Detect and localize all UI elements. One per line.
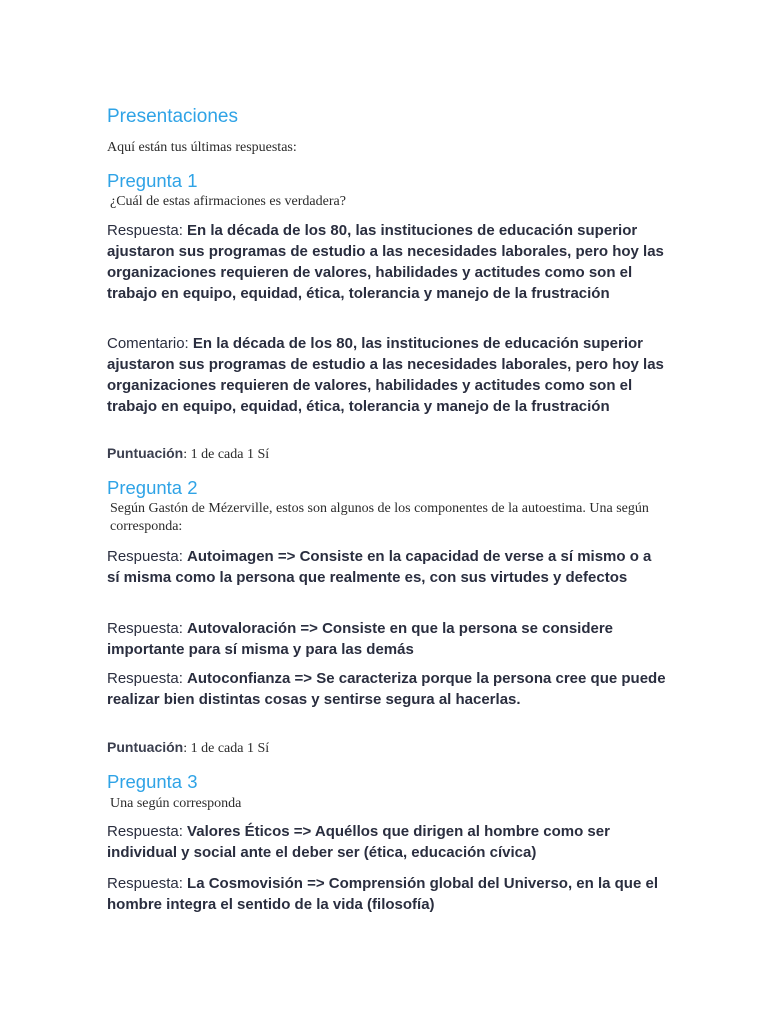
comment-label: Comentario: [107,335,193,352]
question-2-title: Pregunta 2 [107,477,198,498]
answer-label: Respuesta: [107,222,188,239]
comment-text: En la década de los 80, las instituciones de educación superior ajustaron sus programas de estudio a las necesidades laborales, pero hoy las organizaciones requieren de valores, habilidades y actitudes como son el trabajo en equipo, equidad, ética, tolerancia y manejo de la frustración [107,335,664,415]
answer-label: Respuesta: [107,620,188,637]
answer-label: Respuesta: [107,670,188,687]
question-3-answer-1 [107,821,667,863]
score-value: : 1 de cada 1 Sí [183,741,270,756]
answer-text: Autovaloración => Consiste en que la persona se considere importante para sí misma y para las demás [107,620,614,658]
answer-text: Valores Éticos => Aquéllos que dirigen al hombre como ser individual y social ante el deber ser (ética, educación cívica) [107,823,610,861]
question-1-answer [107,220,667,304]
answer-text: Autoconfianza => Se caracteriza porque la persona cree que puede realizar bien distintas cosas y sentirse segura al hacerlas. [107,670,666,708]
question-3-title: Pregunta 3 [107,771,198,792]
answer-text: La Cosmovisión => Comprensión global del Universo, en la que el hombre integra el sentido de la vida (filosofía) [107,875,658,913]
answer-label: Respuesta: [107,823,188,840]
answer-text: En la década de los 80, las instituciones de educación superior ajustaron sus programas de estudio a las necesidades laborales, pero hoy las organizaciones requieren de valores, habilidades y actitudes como son el trabajo en equipo, equidad, ética, tolerancia y manejo de la frustración [107,222,664,302]
question-2-answer-2 [107,618,667,660]
question-1-title: Pregunta 1 [107,170,198,191]
question-1-score [107,445,269,463]
question-1-comment [107,333,667,417]
score-value: : 1 de cada 1 Sí [183,447,270,462]
question-2-answer-1 [107,546,667,588]
score-label: Puntuación [107,445,184,461]
question-2-prompt: Según Gastón de Mézerville, estos son algunos de los componentes de la autoestima. Una según corresponda: [110,501,649,534]
question-3-answer-2 [107,873,667,915]
answer-label: Respuesta: [107,875,188,892]
answer-label: Respuesta: [107,548,188,565]
question-2-answer-3 [107,668,667,710]
answer-text: Autoimagen => Consiste en la capacidad de verse a sí mismo o a sí misma como la persona que realmente es, con sus virtudes y defectos [107,548,652,586]
question-3-prompt: Una según corresponda [110,796,242,811]
question-1-prompt: ¿Cuál de estas afirmaciones es verdadera? [110,194,346,209]
question-2-score [107,739,269,757]
intro-text: Aquí están tus últimas respuestas: [107,140,297,155]
score-label: Puntuación [107,739,184,755]
page-title: Presentaciones [107,106,238,127]
